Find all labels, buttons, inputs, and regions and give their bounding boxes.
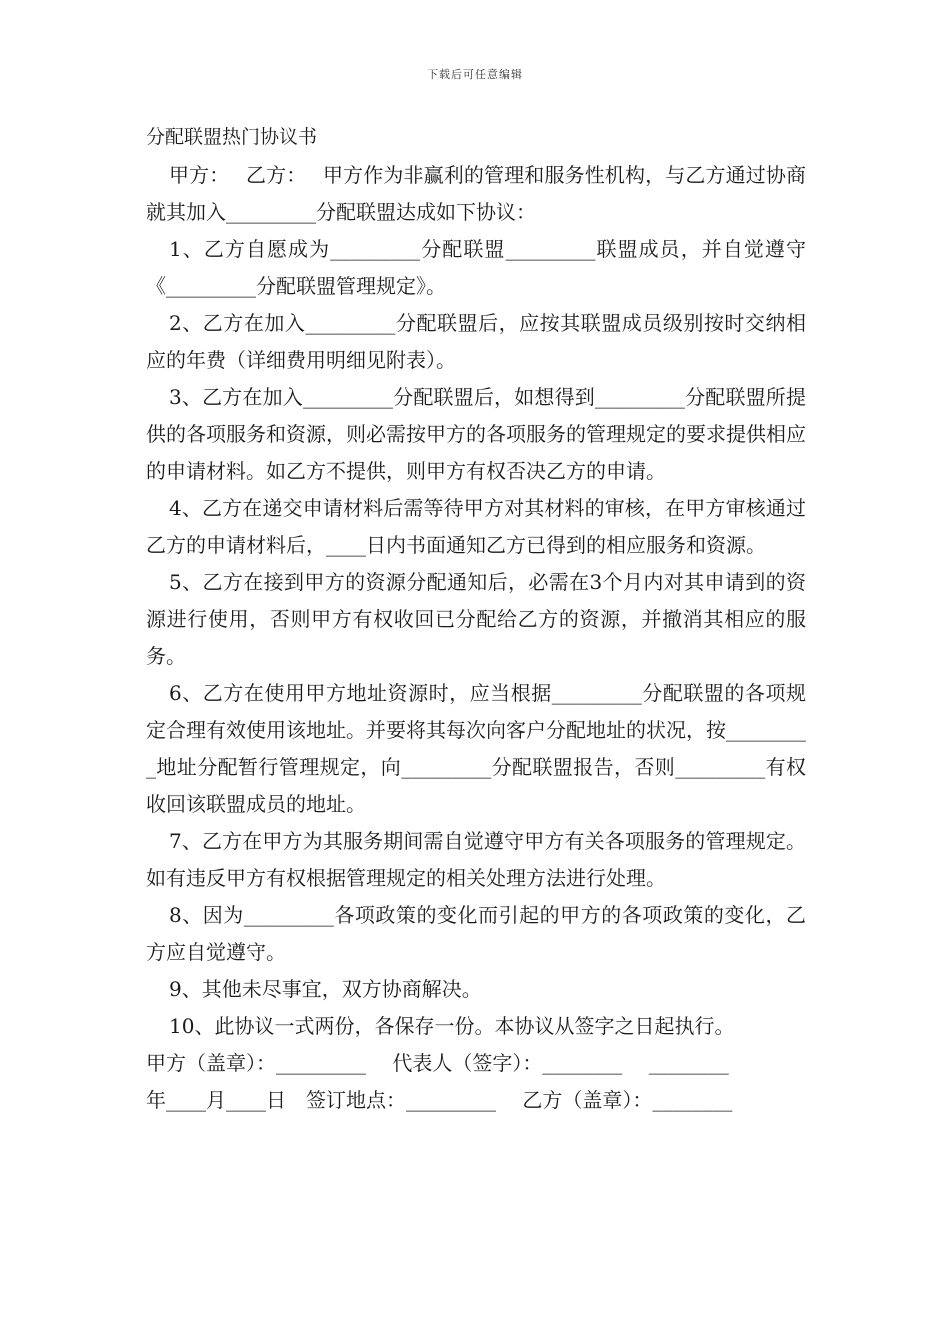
intro-paragraph: 甲方： 乙方： 甲方作为非赢利的管理和服务性机构，与乙方通过协商就其加入_________分配联盟达成如下协议： [146, 163, 806, 224]
clause-4: 4、乙方在递交申请材料后需等待甲方对其材料的审核，在甲方审核通过乙方的申请材料后，____日内书面通知乙方已得到的相应服务和资源。 [146, 496, 806, 557]
clause-5: 5、乙方在接到甲方的资源分配通知后，必需在3个月内对其申请到的资源进行使用，否则甲方有权收回已分配给乙方的资源，并撤消其相应的服务。 [146, 570, 806, 668]
clause-8: 8、因为_________各项政策的变化而引起的甲方的各项政策的变化，乙方应自觉遵守。 [146, 903, 806, 964]
signature-line-1: 甲方（盖章）：_________ 代表人（签字）：________ ________ [146, 1051, 729, 1075]
clause-3: 3、乙方在加入_________分配联盟后，如想得到_________分配联盟所提供的各项服务和资源，则必需按甲方的各项服务的管理规定的要求提供相应的申请材料。如乙方不提供，则甲方有权否决乙方的申请。 [146, 385, 806, 483]
clause-7: 7、乙方在甲方为其服务期间需自觉遵守甲方有关各项服务的管理规定。如有违反甲方有权根据管理规定的相关处理方法进行处理。 [146, 829, 806, 890]
document-body [146, 122, 806, 1119]
clause-9: 9、其他未尽事宜，双方协商解决。 [169, 977, 482, 1001]
clause-10: 10、此协议一式两份，各保存一份。本协议从签字之日起执行。 [169, 1014, 735, 1038]
clause-6: 6、乙方在使用甲方地址资源时，应当根据_________分配联盟的各项规定合理有效使用该地址。并要将其每次向客户分配地址的状况，按_________地址分配暂行管理规定，向_________分配联盟报告，否则_________有权收回该联盟成员的地址。 [146, 681, 806, 816]
header-note: 下载后可任意编辑 [427, 68, 523, 81]
document-title: 分配联盟热门协议书 [146, 126, 318, 148]
clause-1: 1、乙方自愿成为_________分配联盟_________联盟成员，并自觉遵守《_________分配联盟管理规定》。 [146, 237, 806, 298]
signature-line-2: 年____月____日 签订地点：_________ 乙方（盖章）：________ [146, 1088, 733, 1112]
clause-2: 2、乙方在加入_________分配联盟后，应按其联盟成员级别按时交纳相应的年费（详细费用明细见附表）。 [146, 311, 806, 372]
